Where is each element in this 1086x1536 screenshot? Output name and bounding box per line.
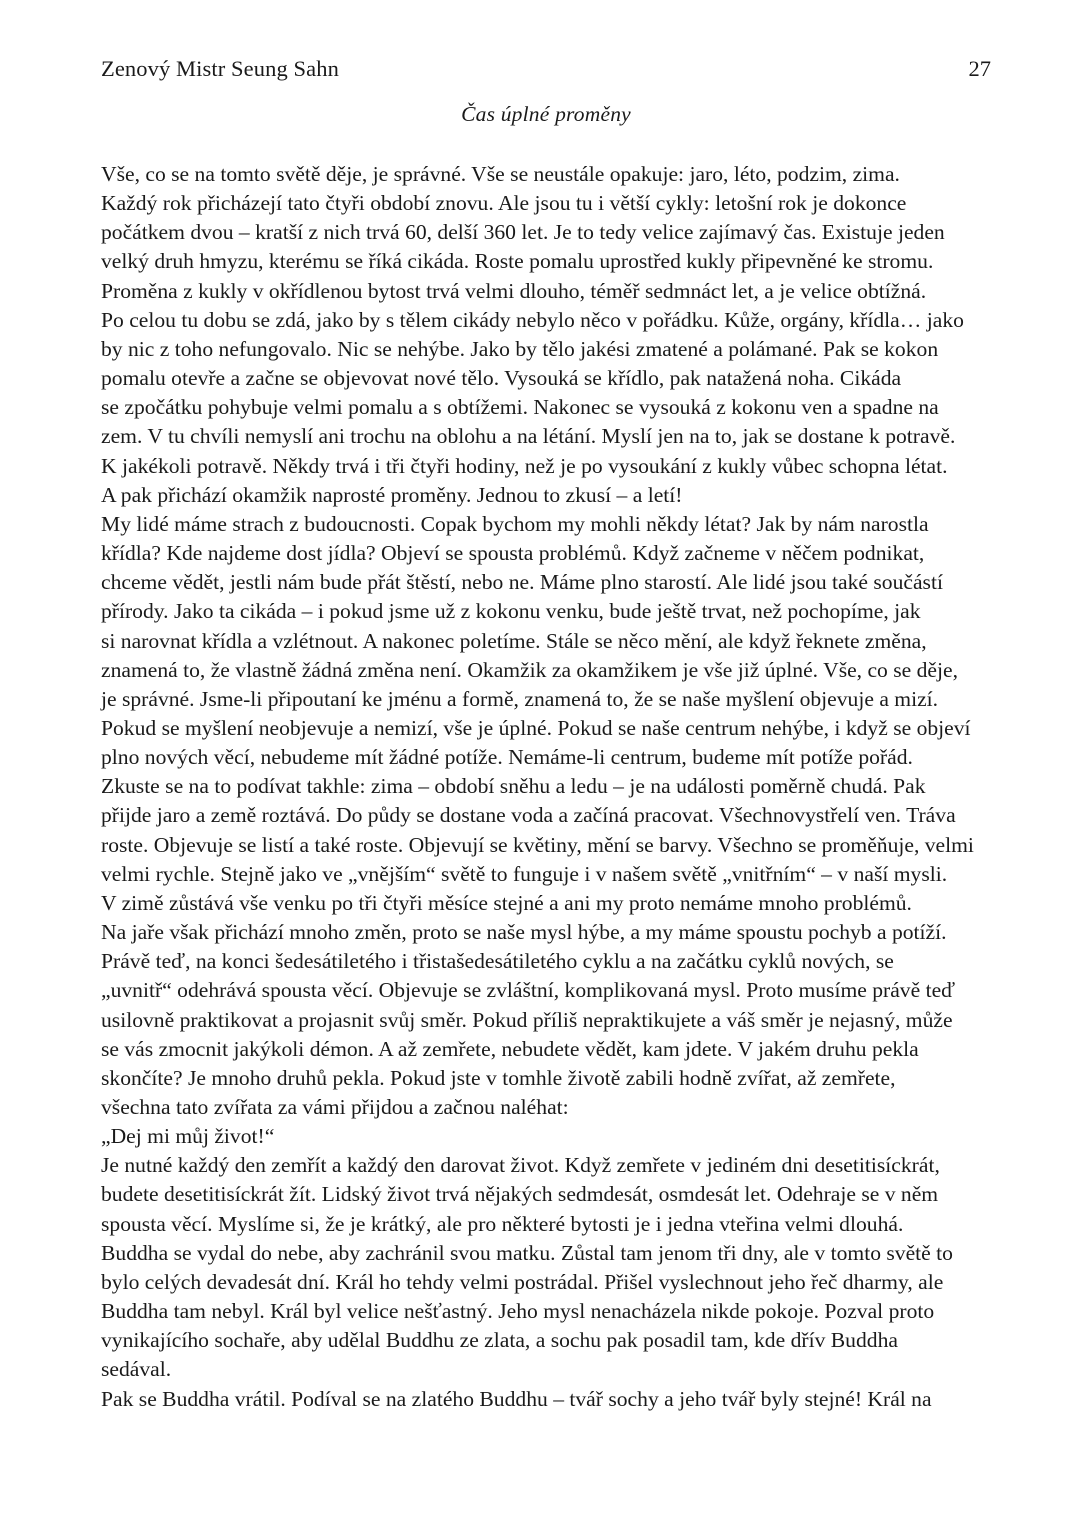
text-line: Vše, co se na tomto světě děje, je správné. Vše se neustále opakuje: jaro, léto, podzim, zima. <box>101 162 900 186</box>
text-line: plno nových věcí, nebudeme mít žádné potíže. Nemáme-li centrum, budeme mít potíže pořád. <box>101 745 913 770</box>
text-line: Pak se Buddha vrátil. Podíval se na zlatého Buddhu – tvář sochy a jeho tvář byly stejné! Král na <box>101 1386 932 1411</box>
text-line: se vás zmocnit jakýkoli démon. A až zemřete, nebudete vědět, kam jdete. V jakém druhu pekla <box>101 1036 919 1061</box>
text-line: pomalu otevře a začne se objevovat nové tělo. Vysouká se křídlo, pak natažená noha. Cikáda <box>101 366 902 391</box>
text-line: usilovně praktikovat a projasnit svůj směr. Pokud příliš nepraktikujete a váš směr je nejasný, může <box>101 1007 953 1032</box>
text-line: budete desetitisíckrát žít. Lidský život trvá nějakých sedmdesát, osmdesát let. Odehraje se v něm <box>101 1182 939 1207</box>
text-line: skončíte? Je mnoho druhů pekla. Pokud jste v tomhle životě zabili hodně zvířat, až zemřete, <box>101 1065 896 1090</box>
text-line: K jakékoli potravě. Někdy trvá i tři čtyři hodiny, než je po vysoukání z kukly vůbec schopna létat. <box>101 453 948 478</box>
text-line: Buddha tam nebyl. Král byl velice nešťastný. Jeho mysl nenacházela nikde pokoje. Pozval proto <box>101 1299 935 1324</box>
text-line: je správné. Jsme-li připoutaní ke jménu a formě, znamená to, že se naše myšlení objevuje a mizí. <box>101 686 939 711</box>
text-line: Buddha se vydal do nebe, aby zachránil svou matku. Zůstal tam jenom tři dny, ale v tomto světě to <box>101 1240 953 1265</box>
text-line: Proměna z kukly v okřídlenou bytost trvá velmi dlouho, téměř sedmnáct let, a je velice obtížná. <box>101 278 927 303</box>
text-line: velký druh hmyzu, kterému se říká cikáda. Roste pomalu uprostřed kukly připevněné ke stromu. <box>101 249 934 274</box>
text-line: Je nutné každý den zemřít a každý den darovat život. Když zemřete v jediném dni desetitisíckrát, <box>101 1153 940 1178</box>
running-head-title: Zenový Mistr Seung Sahn <box>101 56 339 81</box>
text-line: bylo celých devadesát dní. Král ho tehdy velmi postrádal. Přišel vyslechnout jeho řeč dharmy, ale <box>101 1269 944 1294</box>
text-line: A pak přichází okamžik naprosté proměny. Jednou to zkusí – a letí! <box>101 482 683 507</box>
paragraph <box>101 889 996 1122</box>
text-line: Zkuste se na to podívat takhle: zima – období sněhu a ledu – je na události poměrně chudá. Pak <box>101 774 926 799</box>
text-line: se zpočátku pohybuje velmi pomalu a s obtížemi. Nakonec se vysouká z kokonu ven a spadne na <box>101 395 939 420</box>
text-line: My lidé máme strach z budoucnosti. Copak bychom my mohli někdy létat? Jak by nám narostla <box>101 511 929 536</box>
text-line: spousta věcí. Myslíme si, že je krátký, ale pro některé bytosti je i jedna vteřina velmi dlouhá. <box>101 1211 904 1236</box>
text-line: křídla? Kde najdeme dost jídla? Objeví se spousta problémů. Když začneme v něčem podnikat, <box>101 541 925 566</box>
text-line: si narovnat křídla a vzlétnout. A nakonec poletíme. Stále se něco mění, ale když řeknete změna, <box>101 628 927 653</box>
text-line: přijde jaro a země roztává. Do půdy se dostane voda a začíná pracovat. Všechnovystřelí ven. Tráva <box>101 803 956 828</box>
section-title: Čas úplné proměny <box>461 102 631 126</box>
text-line: Právě teď, na konci šedesátiletého i třistašedesátiletého cyklu a na začátku cyklů nových, se <box>101 949 894 974</box>
text-line: všechna tato zvířata za vámi přijdou a začnou naléhat: <box>101 1095 569 1119</box>
text-line: přírody. Jako ta cikáda – i pokud jsme už z kokonu venku, bude ještě trvat, než pochopíme, jak <box>101 599 921 624</box>
paragraph <box>101 1385 996 1414</box>
body-text <box>101 160 996 1414</box>
text-line: roste. Objevuje se listí a také roste. Objevují se květiny, mění se barvy. Všechno se proměňuje, velmi <box>101 832 974 857</box>
paragraph <box>101 510 996 889</box>
text-line: „uvnitř“ odehrává spousta věcí. Objevuje se zvláštní, komplikovaná mysl. Proto musíme právě teď <box>101 978 956 1003</box>
text-line: znamená to, že vlastně žádná změna není. Okamžik za okamžikem je vše již úplné. Vše, co se děje, <box>101 657 959 682</box>
text-line: by nic z toho nefungovalo. Nic se nehýbe. Jako by tělo jakési zmatené a polámané. Pak se kokon <box>101 336 939 361</box>
text-line: Pokud se myšlení neobjevuje a nemizí, vše je úplné. Pokud se naše centrum nehýbe, i když se objeví <box>101 715 971 740</box>
text-line: V zimě zůstává vše venku po tři čtyři měsíce stejné a ani my proto nemáme mnoho problémů. <box>101 890 912 915</box>
text-line: Na jaře však přichází mnoho změn, proto se naše mysl hýbe, a my máme spoustu pochyb a potíží. <box>101 920 947 945</box>
running-head <box>101 58 991 88</box>
paragraph <box>101 1122 996 1151</box>
page-number: 27 <box>968 56 991 81</box>
text-line: Každý rok přicházejí tato čtyři období znovu. Ale jsou tu i větší cykly: letošní rok je dokonce <box>101 191 907 216</box>
text-line: „Dej mi můj život!“ <box>101 1124 275 1149</box>
paragraph <box>101 160 996 510</box>
text-line: Po celou tu dobu se zdá, jako by s tělem cikády nebylo něco v pořádku. Kůže, orgány, křídla… jako <box>101 307 964 332</box>
text-line: vynikajícího sochaře, aby udělal Buddhu ze zlata, a sochu pak posadil tam, kde dřív Buddha <box>101 1328 898 1353</box>
text-line: zem. V tu chvíli nemyslí ani trochu na oblohu a na létání. Myslí jen na to, jak se dostane k potravě. <box>101 424 956 449</box>
paragraph <box>101 1151 996 1384</box>
text-line: chceme vědět, jestli nám bude přát štěstí, nebo ne. Máme plno starostí. Ale lidé jsou také součástí <box>101 570 943 595</box>
text-line: počátkem dvou – kratší z nich trvá 60, delší 360 let. Je to tedy velice zajímavý čas. Existuje jeden <box>101 220 945 245</box>
text-line: velmi rychle. Stejně jako ve „vnějším“ světě to funguje i v našem světě „vnitřním“ – v naší mysli. <box>101 861 948 886</box>
text-line: sedával. <box>101 1357 172 1382</box>
